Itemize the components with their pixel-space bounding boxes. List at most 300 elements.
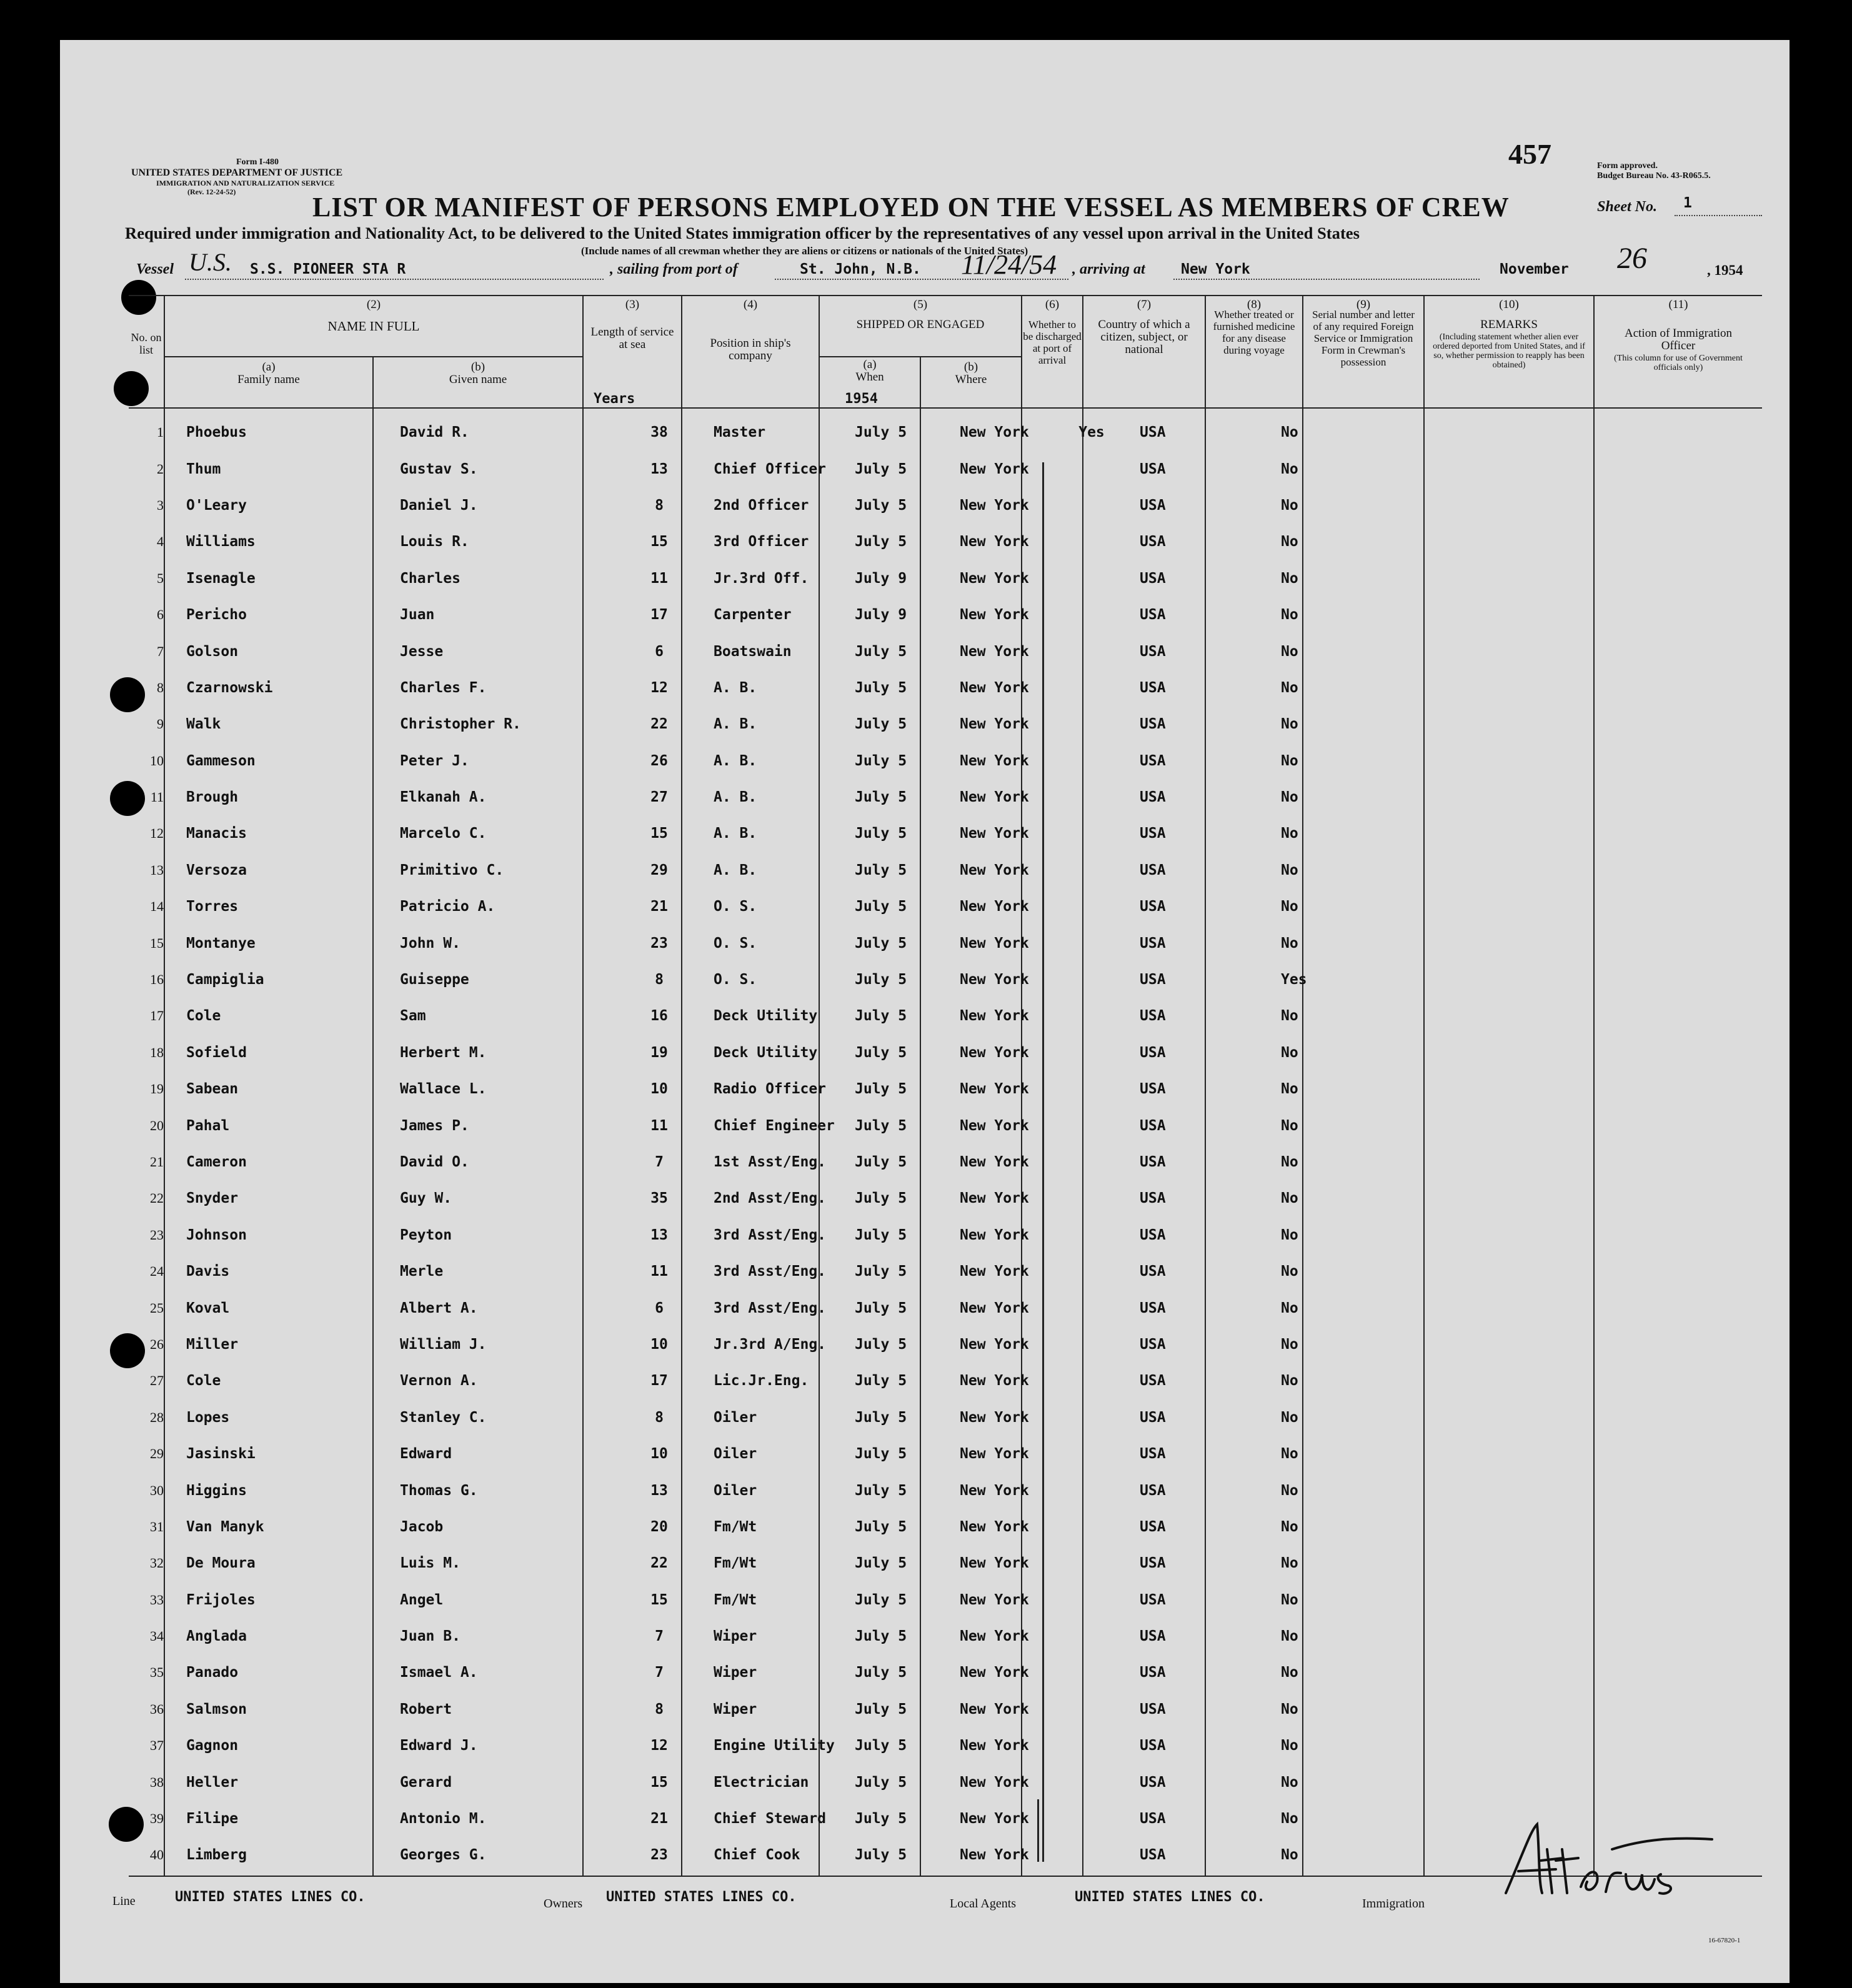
family-name-cell: Koval: [186, 1300, 230, 1316]
treated-cell: No: [1281, 1117, 1298, 1134]
given-name-cell: Luis M.: [400, 1555, 461, 1572]
country-cell: USA: [1140, 935, 1166, 952]
when-cell: July 5: [855, 1591, 907, 1608]
when-cell: July 5: [855, 460, 907, 477]
when-cell: July 5: [855, 1847, 907, 1864]
when-cell: July 5: [855, 1774, 907, 1791]
discharge-cell: [1061, 450, 1122, 487]
line-value: UNITED STATES LINES CO.: [175, 1889, 366, 1905]
where-cell: New York: [960, 1154, 1029, 1170]
row-number: 7: [157, 643, 164, 659]
family-name-cell: Limberg: [186, 1847, 247, 1864]
when-cell: July 5: [855, 534, 907, 550]
header-col5-num: (5): [913, 298, 928, 311]
where-cell: New York: [960, 607, 1029, 624]
crew-row: [96, 450, 1378, 487]
country-cell: USA: [1140, 972, 1166, 988]
position-cell: 2nd Officer: [714, 497, 809, 514]
treated-cell: No: [1281, 1774, 1298, 1791]
crew-row: [96, 1144, 1378, 1180]
col-rule: [1423, 295, 1425, 1876]
header-col10-num: (10): [1499, 298, 1519, 311]
discharge-cell: [1061, 1035, 1122, 1071]
treated-cell: No: [1281, 1226, 1298, 1243]
given-name-cell: James P.: [400, 1117, 469, 1134]
position-cell: A. B.: [714, 716, 757, 733]
position-cell: Jr.3rd Off.: [714, 570, 809, 587]
discharge-cell: [1061, 1801, 1122, 1837]
where-cell: New York: [960, 1300, 1029, 1316]
length-cell: 38: [650, 424, 668, 441]
vessel-name: S.S. PIONEER STA R: [250, 261, 406, 277]
when-cell: July 9: [855, 570, 907, 587]
crew-row: [96, 1509, 1378, 1545]
given-name-cell: Georges G.: [400, 1847, 487, 1864]
when-cell: July 5: [855, 1482, 907, 1499]
row-number: 36: [150, 1701, 164, 1717]
position-cell: O. S.: [714, 898, 757, 915]
length-cell: 35: [650, 1190, 668, 1207]
position-cell: Jr.3rd A/Eng.: [714, 1336, 827, 1353]
row-number: 14: [150, 898, 164, 915]
family-name-cell: Campiglia: [186, 972, 264, 988]
crew-row: [96, 560, 1378, 597]
given-name-cell: Edward: [400, 1446, 452, 1463]
family-name-cell: Davis: [186, 1263, 230, 1280]
given-name-cell: Ismael A.: [400, 1664, 478, 1681]
where-cell: New York: [960, 752, 1029, 769]
treated-cell: No: [1281, 424, 1298, 441]
length-cell: 15: [650, 1774, 668, 1791]
discharge-cell: [1061, 925, 1122, 961]
given-name-cell: Daniel J.: [400, 497, 478, 514]
where-cell: New York: [960, 1628, 1029, 1645]
print-code: 16-67820-1: [1708, 1937, 1741, 1944]
line-label: Line: [112, 1894, 136, 1908]
agents-label: Local Agents: [950, 1897, 1017, 1911]
length-cell: 13: [650, 460, 668, 477]
where-cell: New York: [960, 1811, 1029, 1827]
given-name-cell: Merle: [400, 1263, 444, 1280]
position-cell: Fm/Wt: [714, 1591, 757, 1608]
where-cell: New York: [960, 1446, 1029, 1463]
family-name-cell: Thum: [186, 460, 221, 477]
header-year-1954: 1954: [845, 391, 878, 407]
position-cell: 3rd Asst/Eng.: [714, 1263, 827, 1280]
header-action: Action of Immigration Officer: [1624, 327, 1733, 352]
length-cell: 15: [650, 825, 668, 842]
length-cell: 8: [655, 497, 664, 514]
where-cell: New York: [960, 898, 1029, 915]
when-cell: July 5: [855, 679, 907, 696]
when-cell: July 5: [855, 1737, 907, 1754]
given-name-cell: Albert A.: [400, 1300, 478, 1316]
length-cell: 21: [650, 1811, 668, 1827]
when-cell: July 5: [855, 1117, 907, 1134]
row-number: 25: [150, 1300, 164, 1316]
treated-cell: No: [1281, 570, 1298, 587]
family-name-cell: Sofield: [186, 1044, 247, 1061]
header-treated: Whether treated or furnished medicine for any disease during voyage: [1213, 309, 1295, 356]
when-cell: July 5: [855, 862, 907, 878]
crew-row: [96, 487, 1378, 524]
discharge-cell: [1061, 888, 1122, 925]
vessel-label: Vessel: [136, 261, 174, 277]
country-cell: USA: [1140, 1044, 1166, 1061]
country-cell: USA: [1140, 752, 1166, 769]
given-name-cell: Christopher R.: [400, 716, 521, 733]
service: IMMIGRATION AND NATURALIZATION SERVICE: [156, 179, 335, 187]
treated-cell: No: [1281, 1154, 1298, 1170]
position-cell: Wiper: [714, 1664, 757, 1681]
given-name-cell: Edward J.: [400, 1737, 478, 1754]
arrival-month: November: [1500, 261, 1569, 277]
header-col3-num: (3): [625, 298, 640, 311]
position-cell: Engine Utility: [714, 1737, 835, 1754]
given-name-cell: Elkanah A.: [400, 789, 487, 806]
where-cell: New York: [960, 460, 1029, 477]
row-number: 23: [150, 1226, 164, 1243]
family-name-cell: Williams: [186, 534, 256, 550]
length-cell: 22: [650, 1555, 668, 1572]
row-number: 24: [150, 1263, 164, 1280]
crew-row: [96, 1545, 1378, 1581]
when-cell: July 5: [855, 497, 907, 514]
family-name-cell: Filipe: [186, 1811, 239, 1827]
family-name-cell: Isenagle: [186, 570, 256, 587]
discharge-cell: [1061, 487, 1122, 524]
discharge-cell: [1061, 1545, 1122, 1581]
position-cell: Boatswain: [714, 643, 792, 660]
when-cell: July 5: [855, 972, 907, 988]
crew-row: [96, 998, 1378, 1034]
family-name-cell: Miller: [186, 1336, 239, 1353]
arrival-port: New York: [1181, 261, 1250, 277]
where-cell: New York: [960, 534, 1029, 550]
crew-row: [96, 1436, 1378, 1472]
when-cell: July 5: [855, 1373, 907, 1389]
treated-cell: No: [1281, 716, 1298, 733]
treated-cell: No: [1281, 1190, 1298, 1207]
treated-cell: No: [1281, 1628, 1298, 1645]
length-cell: 8: [655, 1701, 664, 1717]
position-cell: 2nd Asst/Eng.: [714, 1190, 827, 1207]
row-number: 40: [150, 1847, 164, 1863]
length-cell: 7: [655, 1664, 664, 1681]
discharge-cell: [1061, 1071, 1122, 1107]
row-number: 9: [157, 716, 164, 732]
crew-row: [96, 633, 1378, 669]
position-cell: Chief Engineer: [714, 1117, 835, 1134]
where-cell: New York: [960, 1737, 1029, 1754]
treated-cell: No: [1281, 789, 1298, 806]
row-number: 38: [150, 1774, 164, 1790]
where-cell: New York: [960, 570, 1029, 587]
discharge-cell: [1061, 1253, 1122, 1290]
treated-cell: No: [1281, 862, 1298, 878]
when-cell: July 5: [855, 1008, 907, 1025]
given-name-cell: Juan: [400, 607, 435, 624]
header-given-b: (b): [470, 360, 485, 374]
treated-cell: No: [1281, 1263, 1298, 1280]
crew-table: [96, 414, 1378, 1874]
header-given-name: Given name: [449, 373, 507, 386]
row-number: 6: [157, 607, 164, 623]
crew-row: [96, 1654, 1378, 1691]
position-cell: Deck Utility: [714, 1008, 818, 1025]
length-cell: 23: [650, 935, 668, 952]
length-cell: 12: [650, 679, 668, 696]
arrival-year: , 1954: [1707, 262, 1743, 278]
length-cell: 29: [650, 862, 668, 878]
family-name-cell: Pericho: [186, 607, 247, 624]
family-name-cell: Lopes: [186, 1409, 230, 1426]
discharge-cell: [1061, 779, 1122, 815]
include-note: (Include names of all crewman whether they are aliens or citizens or nationals of the United States): [581, 245, 1028, 257]
country-cell: USA: [1140, 1190, 1166, 1207]
row-number: 28: [150, 1409, 164, 1425]
length-cell: 23: [650, 1847, 668, 1864]
where-cell: New York: [960, 825, 1029, 842]
given-name-cell: Antonio M.: [400, 1811, 487, 1827]
given-name-cell: David R.: [400, 424, 469, 441]
given-name-cell: Robert: [400, 1701, 452, 1717]
header-shipped-engaged: SHIPPED OR ENGAGED: [856, 318, 985, 331]
family-name-cell: Panado: [186, 1664, 239, 1681]
family-name-cell: Anglada: [186, 1628, 247, 1645]
given-name-cell: Herbert M.: [400, 1044, 487, 1061]
revision: (Rev. 12-24-52): [187, 187, 236, 196]
row-number: 30: [150, 1482, 164, 1498]
country-cell: USA: [1140, 789, 1166, 806]
header-length-of-service: Length of service at sea: [590, 326, 674, 351]
country-cell: USA: [1140, 534, 1166, 550]
where-cell: New York: [960, 862, 1029, 878]
row-number: 15: [150, 935, 164, 951]
row-number: 8: [157, 679, 164, 695]
family-name-cell: O'Leary: [186, 497, 247, 514]
position-cell: Master: [714, 424, 766, 441]
crew-row: [96, 1071, 1378, 1107]
treated-cell: No: [1281, 825, 1298, 842]
discharge-cell: [1061, 1144, 1122, 1180]
treated-cell: No: [1281, 1482, 1298, 1499]
country-cell: USA: [1140, 643, 1166, 660]
header-where-b: (b): [963, 360, 978, 374]
given-name-cell: Sam: [400, 1008, 426, 1025]
row-number: 34: [150, 1628, 164, 1644]
treated-cell: No: [1281, 1591, 1298, 1608]
ditto-line: [1042, 462, 1044, 1862]
treated-cell: No: [1281, 1811, 1298, 1827]
position-cell: Fm/Wt: [714, 1555, 757, 1572]
family-name-cell: Phoebus: [186, 424, 247, 441]
when-cell: July 5: [855, 1701, 907, 1717]
treated-cell: No: [1281, 607, 1298, 624]
crew-row: [96, 925, 1378, 961]
row-number: 10: [150, 752, 164, 768]
when-cell: July 5: [855, 1811, 907, 1827]
length-cell: 10: [650, 1081, 668, 1098]
treated-cell: No: [1281, 1555, 1298, 1572]
position-cell: 1st Asst/Eng.: [714, 1154, 827, 1170]
given-name-cell: Marcelo C.: [400, 825, 487, 842]
country-cell: USA: [1140, 1591, 1166, 1608]
family-name-cell: Frijoles: [186, 1591, 256, 1608]
where-cell: New York: [960, 716, 1029, 733]
crew-row: [96, 888, 1378, 925]
position-cell: A. B.: [714, 679, 757, 696]
family-name-cell: Walk: [186, 716, 221, 733]
family-name-cell: Sabean: [186, 1081, 239, 1098]
row-number: 32: [150, 1555, 164, 1571]
header-years: Years: [594, 391, 635, 407]
position-cell: Radio Officer: [714, 1081, 827, 1098]
row-number: 17: [150, 1008, 164, 1024]
header-action-note: (This column for use of Government officials only): [1614, 354, 1743, 372]
given-name-cell: Gerard: [400, 1774, 452, 1791]
position-cell: 3rd Asst/Eng.: [714, 1300, 827, 1316]
when-cell: July 5: [855, 1628, 907, 1645]
discharge-cell: [1061, 1107, 1122, 1143]
discharge-cell: [1061, 998, 1122, 1034]
when-cell: July 5: [855, 1190, 907, 1207]
treated-cell: No: [1281, 679, 1298, 696]
crew-row: [96, 1801, 1378, 1837]
discharge-cell: [1061, 597, 1122, 633]
row-number: 27: [150, 1373, 164, 1389]
owners-label: Owners: [544, 1897, 583, 1911]
treated-cell: No: [1281, 1847, 1298, 1864]
discharge-cell: [1061, 1363, 1122, 1399]
header-country: Country of which a citizen, subject, or national: [1098, 318, 1190, 356]
where-cell: New York: [960, 1591, 1029, 1608]
given-name-cell: Thomas G.: [400, 1482, 478, 1499]
treated-cell: No: [1281, 1409, 1298, 1426]
country-cell: USA: [1140, 1409, 1166, 1426]
sailing-label: , sailing from port of: [610, 261, 738, 277]
discharge-cell: [1061, 1472, 1122, 1508]
sheet-label: Sheet No.: [1597, 199, 1657, 215]
position-cell: Chief Officer: [714, 460, 827, 477]
crew-row: [96, 1618, 1378, 1654]
when-cell: July 5: [855, 789, 907, 806]
country-cell: USA: [1140, 1555, 1166, 1572]
crew-row: [96, 815, 1378, 852]
discharge-cell: [1061, 1654, 1122, 1691]
given-name-cell: Jacob: [400, 1518, 444, 1535]
country-cell: USA: [1140, 1701, 1166, 1717]
family-name-cell: Torres: [186, 898, 239, 915]
length-cell: 6: [655, 1300, 664, 1316]
form-number: Form I-480: [236, 157, 279, 167]
row-number: 2: [157, 460, 164, 477]
treated-cell: No: [1281, 752, 1298, 769]
header-remarks: REMARKS: [1480, 318, 1538, 331]
header-where: Where: [955, 373, 987, 386]
length-cell: 10: [650, 1446, 668, 1463]
when-cell: July 5: [855, 1555, 907, 1572]
treated-cell: No: [1281, 1336, 1298, 1353]
given-name-cell: Angel: [400, 1591, 444, 1608]
length-cell: 21: [650, 898, 668, 915]
given-name-cell: Primitivo C.: [400, 862, 504, 878]
discharge-cell: [1061, 560, 1122, 597]
given-name-cell: Jesse: [400, 643, 444, 660]
country-cell: USA: [1140, 716, 1166, 733]
header-serial: Serial number and letter of any required Foreign Service or Immigration Form in Crewman's possession: [1312, 309, 1415, 368]
length-cell: 12: [650, 1737, 668, 1754]
given-name-cell: John W.: [400, 935, 461, 952]
treated-cell: No: [1281, 1300, 1298, 1316]
when-cell: July 5: [855, 1336, 907, 1353]
family-name-cell: De Moura: [186, 1555, 256, 1572]
crew-row: [96, 779, 1378, 815]
length-cell: 11: [650, 1117, 668, 1134]
country-cell: USA: [1140, 1226, 1166, 1243]
discharge-cell: [1061, 1582, 1122, 1618]
discharge-cell: [1061, 962, 1122, 998]
position-cell: A. B.: [714, 825, 757, 842]
country-cell: USA: [1140, 607, 1166, 624]
family-name-cell: Golson: [186, 643, 239, 660]
family-name-cell: Van Manyk: [186, 1518, 264, 1535]
discharge-cell: [1061, 524, 1122, 560]
where-cell: New York: [960, 1373, 1029, 1389]
where-cell: New York: [960, 1518, 1029, 1535]
discharge-cell: [1061, 1618, 1122, 1654]
page-number: 457: [1508, 138, 1551, 170]
where-cell: New York: [960, 424, 1029, 441]
row-number: 21: [150, 1154, 164, 1170]
position-cell: O. S.: [714, 935, 757, 952]
row-number: 11: [150, 789, 164, 805]
row-number: 31: [150, 1518, 164, 1534]
given-name-cell: Guy W.: [400, 1190, 452, 1207]
discharge-cell: [1061, 1290, 1122, 1326]
crew-row: [96, 1326, 1378, 1363]
family-name-cell: Brough: [186, 789, 239, 806]
where-cell: New York: [960, 1847, 1029, 1864]
given-name-cell: Wallace L.: [400, 1081, 487, 1098]
treated-cell: No: [1281, 643, 1298, 660]
arriving-label: , arriving at: [1072, 261, 1145, 277]
where-cell: New York: [960, 1226, 1029, 1243]
where-cell: New York: [960, 1664, 1029, 1681]
crew-row: [96, 414, 1378, 450]
family-name-cell: Manacis: [186, 825, 247, 842]
country-cell: USA: [1140, 1117, 1166, 1134]
treated-cell: No: [1281, 1081, 1298, 1098]
sheet-number-value: 1: [1683, 195, 1692, 211]
agents-value: UNITED STATES LINES CO.: [1075, 1889, 1265, 1905]
country-cell: USA: [1140, 1336, 1166, 1353]
position-cell: Fm/Wt: [714, 1518, 757, 1535]
header-family-name: Family name: [237, 373, 300, 386]
when-cell: July 5: [855, 752, 907, 769]
length-cell: 11: [650, 570, 668, 587]
given-name-cell: Charles: [400, 570, 461, 587]
header-col9-num: (9): [1356, 298, 1371, 311]
when-cell: July 9: [855, 607, 907, 624]
position-cell: Chief Cook: [714, 1847, 800, 1864]
when-cell: July 5: [855, 643, 907, 660]
treated-cell: No: [1281, 534, 1298, 550]
treated-cell: No: [1281, 1737, 1298, 1754]
arrival-day: 26: [1617, 242, 1647, 275]
given-name-cell: Guiseppe: [400, 972, 469, 988]
crew-row: [96, 1764, 1378, 1800]
